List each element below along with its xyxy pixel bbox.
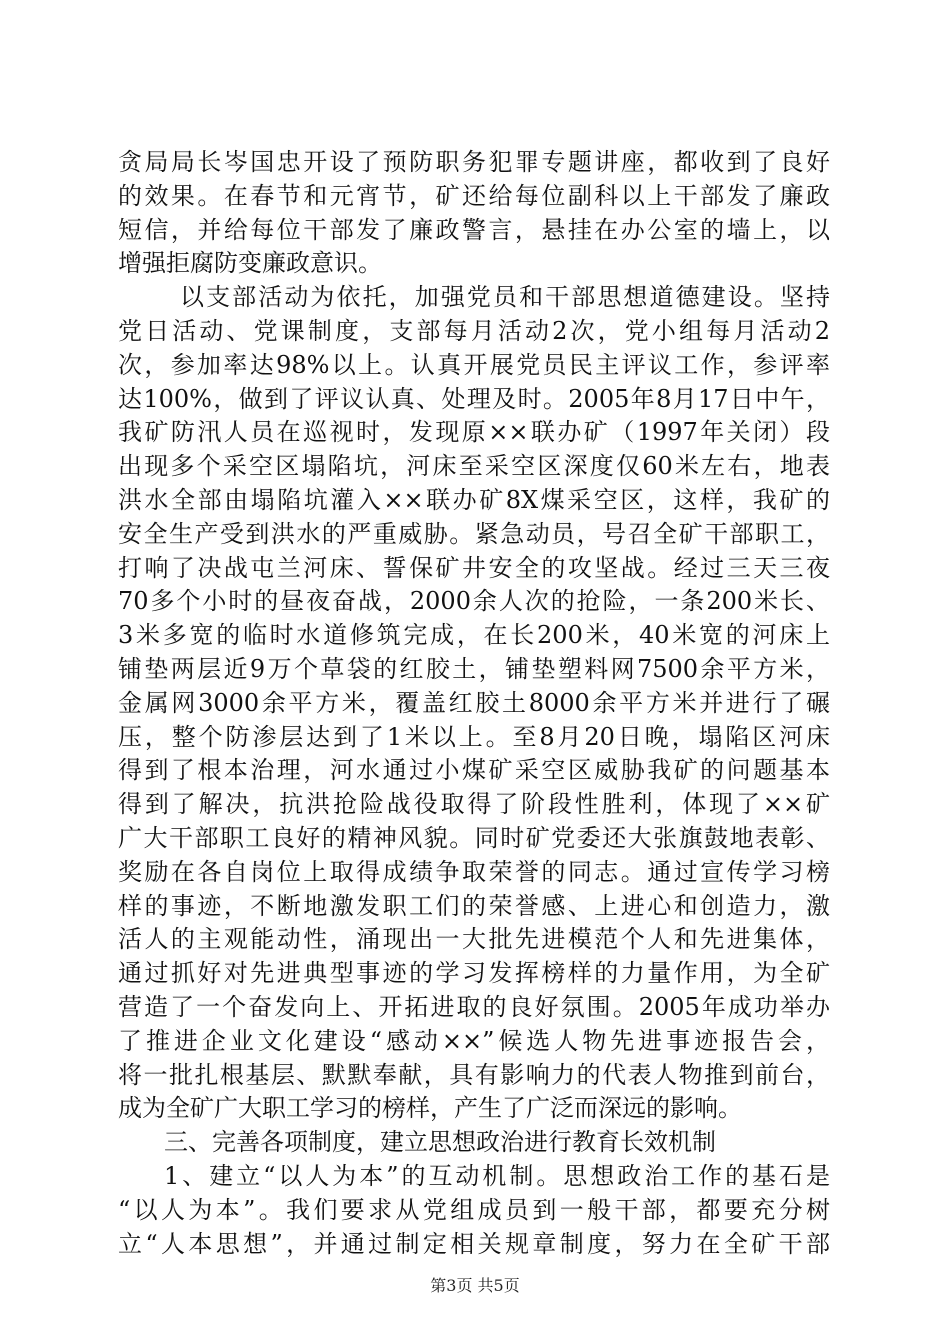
text-line: 1、建立“以人为本”的互动机制。思想政治工作的基石是 bbox=[164, 1161, 830, 1190]
text-line: 样的事迹，不断地激发职工们的荣誉感、上进心和创造力，激 bbox=[118, 891, 830, 920]
text-line: 我矿防汛人员在巡视时，发现原××联办矿（1997年关闭）段 bbox=[118, 418, 830, 447]
text-line: 短信，并给每位干部发了廉政警言，悬挂在办公室的墙上，以 bbox=[118, 215, 830, 244]
text-line: 达100%，做到了评议认真、处理及时。2005年8月17日中午， bbox=[118, 384, 830, 413]
text-line: 铺垫两层近9万个草袋的红胶土，铺垫塑料网7500余平方米， bbox=[118, 654, 830, 683]
text-line: 金属网3000余平方米，覆盖红胶土8000余平方米并进行了碾 bbox=[118, 688, 830, 717]
text-line: 的效果。在春节和元宵节，矿还给每位副科以上干部发了廉政 bbox=[118, 181, 830, 210]
text-line: 党日活动、党课制度，支部每月活动2次，党小组每月活动2 bbox=[118, 316, 830, 345]
text-line: 通过抓好对先进典型事迹的学习发挥榜样的力量作用，为全矿 bbox=[118, 959, 830, 988]
text-line: 压，整个防渗层达到了1米以上。至8月20日晚，塌陷区河床 bbox=[118, 722, 830, 751]
text-line: 活人的主观能动性，涌现出一大批先进模范个人和先进集体， bbox=[118, 925, 830, 954]
text-line: 成为全矿广大职工学习的榜样，产生了广泛而深远的影响。 bbox=[118, 1094, 742, 1123]
text-line: 得到了根本治理，河水通过小煤矿采空区威胁我矿的问题基本 bbox=[118, 756, 830, 785]
text-line: 洪水全部由塌陷坑灌入××联办矿8X煤采空区，这样，我矿的 bbox=[118, 485, 830, 514]
body-text bbox=[118, 146, 830, 1261]
text-line: 贪局局长岑国忠开设了预防职务犯罪专题讲座，都收到了良好 bbox=[118, 148, 830, 176]
text-line: 广大干部职工良好的精神风貌。同时矿党委还大张旗鼓地表彰、 bbox=[118, 823, 830, 852]
text-line: 70多个小时的昼夜奋战，2000余人次的抢险，一条200米长、 bbox=[118, 587, 830, 616]
text-line: 以支部活动为依托，加强党员和干部思想道德建设。坚持 bbox=[180, 283, 830, 312]
text-line: 出现多个采空区塌陷坑，河床至采空区深度仅60米左右，地表 bbox=[118, 452, 830, 481]
text-line: “以人为本”。我们要求从党组成员到一般干部，都要充分树 bbox=[118, 1195, 830, 1224]
text-line: 打响了决战屯兰河床、誓保矿井安全的攻坚战。经过三天三夜 bbox=[118, 553, 830, 582]
section-heading: 三、完善各项制度，建立思想政治进行教育长效机制 bbox=[164, 1128, 716, 1157]
text-line: 增强拒腐防变廉政意识。 bbox=[118, 249, 382, 278]
text-line: 得到了解决，抗洪抢险战役取得了阶段性胜利，体现了××矿 bbox=[118, 790, 830, 819]
text-line: 3米多宽的临时水道修筑完成，在长200米，40米宽的河床上 bbox=[118, 621, 830, 650]
text-line: 了推进企业文化建设“感动××”候选人物先进事迹报告会， bbox=[118, 1026, 830, 1055]
text-line: 营造了一个奋发向上、开拓进取的良好氛围。2005年成功举办 bbox=[118, 992, 830, 1021]
page-number: 第3页 共5页 bbox=[430, 1276, 520, 1295]
text-line: 奖励在各自岗位上取得成绩争取荣誉的同志。通过宣传学习榜 bbox=[118, 857, 830, 886]
text-line: 将一批扎根基层、默默奉献，具有影响力的代表人物推到前台， bbox=[118, 1060, 830, 1089]
text-line: 立“人本思想”，并通过制定相关规章制度，努力在全矿干部 bbox=[118, 1229, 830, 1258]
text-line: 次，参加率达98%以上。认真开展党员民主评议工作，参评率 bbox=[118, 350, 830, 379]
text-line: 安全生产受到洪水的严重威胁。紧急动员，号召全矿干部职工， bbox=[118, 519, 830, 548]
